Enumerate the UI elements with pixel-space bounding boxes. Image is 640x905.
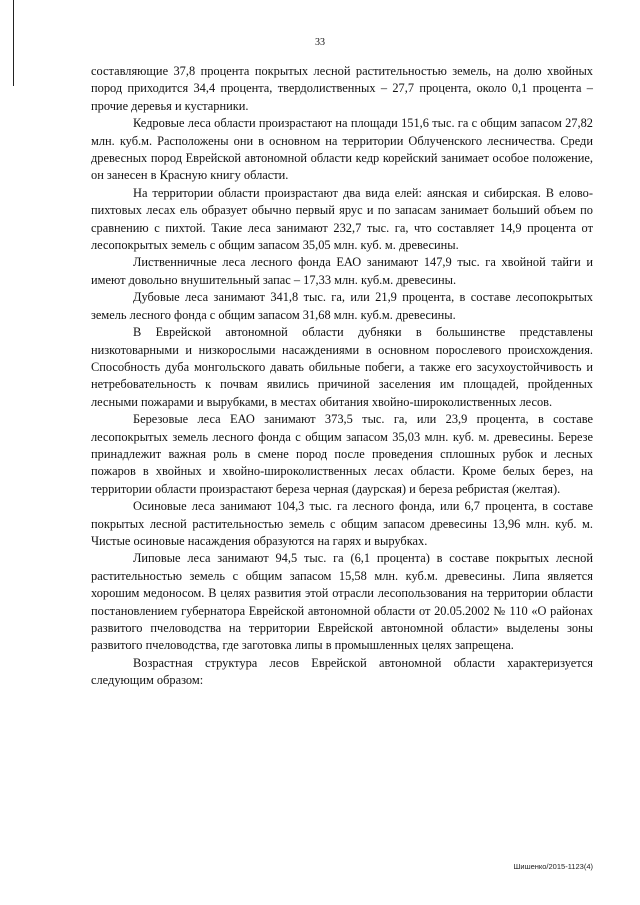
paragraph-7: Березовые леса ЕАО занимают 373,5 тыс. га, или 23,9 процента, в составе лесопокрытых земель лесного фонда с общим запасом 35,03 млн. куб. м. древесины. Березе принадлежит важная роль в смене пород после проведения сплошных рубок и лесных пожаров в хвойных и хвойно-широколиственных лесах области. Кроме белых берез, на территории области произрастают береза черная (даурская) и береза ребристая (желтая). (91, 412, 593, 496)
document-footer-id: Шишенко/2015-1123(4) (513, 862, 593, 871)
paragraph-8: Осиновые леса занимают 104,3 тыс. га лесного фонда, или 6,7 процента, в составе покрытых лесной растительностью земель с общим запасом древесины 13,96 млн. куб. м. Чистые осиновые насаждения образуются на гарях и вырубках. (91, 499, 593, 548)
paragraph-3: На территории области произрастают два вида елей: аянская и сибирская. В елово-пихтовых лесах ель образует обычно первый ярус и по запасам занимает больший объем по сравнению с пихтой. Такие леса занимают 232,7 тыс. га, что составляет 14,9 процента от лесопокрытых земель с общим запасом 35,05 млн. куб. м. древесины. (91, 185, 593, 253)
paragraph-1: составляющие 37,8 процента покрытых лесной растительностью земель, на долю хвойных пород приходится 34,4 процента, твердолиственных – 27,7 процента, около 0,1 процента – прочие деревья и кустарники. (91, 64, 593, 113)
page-number: 33 (315, 37, 325, 48)
paragraph-9: Липовые леса занимают 94,5 тыс. га (6,1 процента) в составе покрытых лесной растительностью земель с общим запасом 15,58 млн. куб.м. древесины. Липа является хорошим медоносом. В целях развития этой отрасли лесопользования на территории области постановлением губернатора Еврейской автономной области от 20.05.2002 № 110 «О районах развитого пчеловодства на территории Еврейской автономной области» выделены зоны развитого пчеловодства, где заготовка липы в промышленных целях запрещена. (91, 551, 593, 653)
paragraph-5: Дубовые леса занимают 341,8 тыс. га, или 21,9 процента, в составе лесопокрытых земель лесного фонда с общим запасом 31,68 млн. куб.м. древесины. (91, 290, 593, 322)
document-body (91, 63, 593, 690)
paragraph-10: Возрастная структура лесов Еврейской автономной области характеризуется следующим образом: (91, 655, 593, 688)
paragraph-2: Кедровые леса области произрастают на площади 151,6 тыс. га с общим запасом 27,82 млн. куб.м. Расположены они в основном на территории Облученского лесничества. Среди древесных пород Еврейской автономной области кедр корейский занимает особое положение, он занесен в Красную книгу области. (91, 116, 593, 183)
paragraph-6: В Еврейской автономной области дубняки в большинстве представлены низкотоварными и низкорослыми насаждениями в основном порослевого происхождения. Способность дуба монгольского давать обильные побеги, а также его засухоустойчивость и нетребовательность к почвам явились причиной заселения им площадей, пройденных лесными пожарами и вырубками, в местах обитания хвойно-широколиственных лесов. (91, 325, 593, 409)
paragraph-4: Лиственничные леса лесного фонда ЕАО занимают 147,9 тыс. га хвойной тайги и имеют довольно внушительный запас – 17,33 млн. куб.м. древесины. (91, 255, 593, 287)
